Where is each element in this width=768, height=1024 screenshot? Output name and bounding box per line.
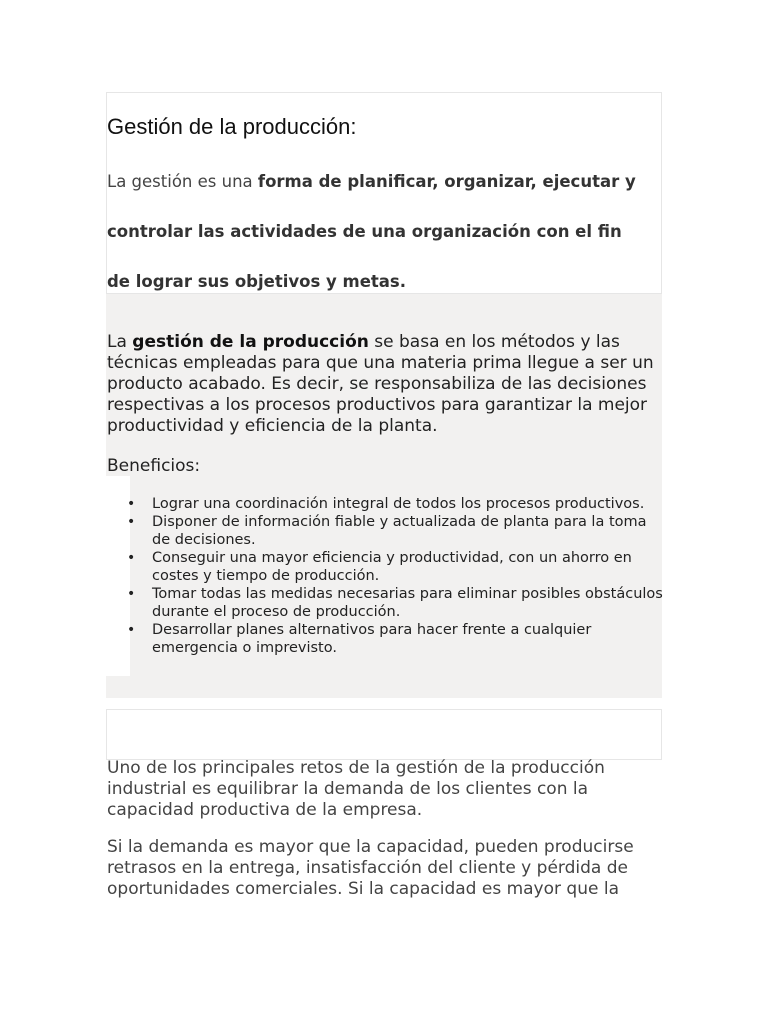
definition-bold-text: forma de planificar, organizar, ejecutar y bbox=[257, 172, 636, 191]
list-item: • Disponer de información fiable y actualizada de planta para la toma de decisiones. bbox=[107, 513, 667, 549]
list-item: • Lograr una coordinación integral de todos los procesos productivos. bbox=[107, 495, 667, 513]
definition-bold-text: de lograr sus objetivos y metas. bbox=[107, 272, 407, 291]
list-item: • Desarrollar planes alternativos para hacer frente a cualquier emergencia o imprevisto. bbox=[107, 621, 667, 657]
benefits-title: Beneficios: bbox=[107, 456, 201, 476]
definition-bold-text: controlar las actividades de una organización con el fin bbox=[107, 222, 622, 241]
description-text: se basa en los métodos y las técnicas empleadas para que una materia prima llegue a ser un producto acabado. Es decir, se responsabiliza de las decisiones respectivas a los procesos productivos para garantizar la mejor productividad y eficiencia de la planta. bbox=[107, 332, 654, 436]
description-bold: gestión de la producción bbox=[132, 332, 369, 352]
page-title: Gestión de la producción: bbox=[107, 114, 357, 139]
list-item: • Tomar todas las medidas necesarias para eliminar posibles obstáculos durante el proceso de producción. bbox=[107, 585, 667, 621]
definition-line-2 bbox=[107, 218, 667, 268]
challenge-paragraph: Uno de los principales retos de la gestión de la producción industrial es equilibrar la demanda de los clientes con la capacidad productiva de la empresa. bbox=[107, 758, 605, 820]
definition-plain-text: La gestión es una bbox=[107, 172, 258, 191]
description-prefix: La bbox=[107, 332, 133, 352]
benefits-list bbox=[107, 495, 667, 657]
empty-card bbox=[106, 709, 662, 760]
list-item: • Conseguir una mayor eficiencia y productividad, con un ahorro en costes y tiempo de producción. bbox=[107, 549, 667, 585]
description-paragraph bbox=[107, 332, 667, 437]
capacity-paragraph: Si la demanda es mayor que la capacidad, pueden producirse retrasos en la entrega, insatisfacción del cliente y pérdida de oportunidades comerciales. Si la capacidad es mayor que la bbox=[107, 837, 634, 899]
definition-line-1 bbox=[107, 168, 667, 218]
